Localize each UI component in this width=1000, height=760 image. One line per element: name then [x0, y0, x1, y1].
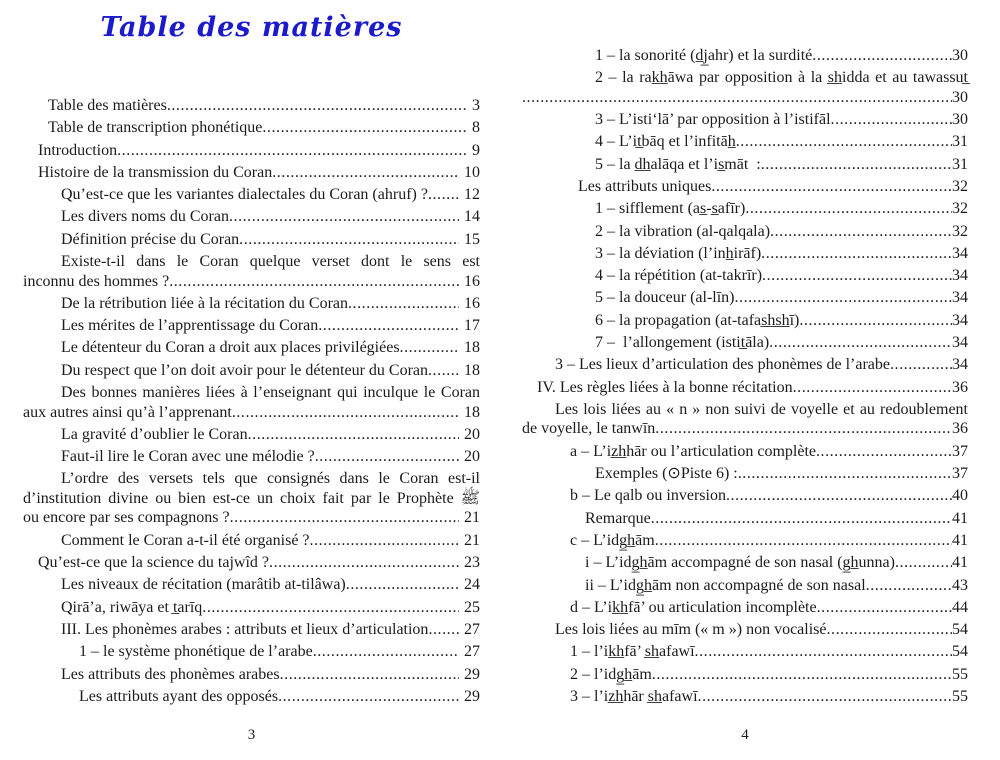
- toc-entry-label: Introduction: [38, 141, 118, 159]
- toc-entry: [522, 266, 968, 286]
- dot-leader: [890, 355, 952, 375]
- toc-entry: [23, 425, 480, 445]
- toc-entry-page: 29: [464, 665, 480, 683]
- toc-line: [522, 531, 968, 551]
- page-number-left: 3: [247, 727, 256, 743]
- toc-list-right: [522, 46, 968, 709]
- toc-entry-page: 12: [464, 186, 480, 204]
- toc-entry-label: III. Les phonèmes arabes : attributs et lieux d’articulation: [61, 620, 429, 638]
- dot-leader: [711, 177, 952, 197]
- toc-line: [522, 88, 968, 108]
- dot-leader: [272, 163, 459, 183]
- toc-entry-page: 30: [952, 88, 968, 106]
- dot-leader: [745, 199, 952, 219]
- toc-line: [23, 185, 480, 205]
- dot-leader: [346, 575, 459, 595]
- toc-entry-page: 40: [952, 487, 968, 505]
- toc-entry-label: 3 – la déviation (l’inh̲irāf): [595, 244, 762, 262]
- toc-entry-page: 16: [464, 272, 480, 290]
- toc-line: [23, 294, 480, 314]
- toc-entry-page: 31: [952, 155, 968, 173]
- toc-entry-page: 27: [464, 620, 480, 638]
- dot-leader: [655, 531, 952, 551]
- toc-entry-page: 20: [464, 448, 480, 466]
- dot-leader: [239, 230, 459, 250]
- dot-leader: [799, 311, 952, 331]
- toc-entry: [23, 294, 480, 314]
- dot-leader: [736, 132, 952, 152]
- toc-entry-label: Les mérites de l’apprentissage du Coran: [61, 317, 319, 335]
- dot-leader: [735, 288, 953, 308]
- toc-entry: [522, 598, 968, 618]
- toc-entry-label: 5 – la douceur (al-līn): [595, 289, 735, 307]
- dot-leader: [793, 378, 952, 398]
- toc-entry-page: 16: [464, 294, 480, 312]
- toc-entry-page: 37: [952, 465, 968, 483]
- toc-entry-label: 1 – l’ik̲h̲fā’ s̲h̲afawī: [570, 643, 695, 661]
- toc-entry: [23, 185, 480, 205]
- toc-line: [522, 355, 968, 375]
- toc-entry-label: 5 – la d̲h̲alāqa et l’is̲māt :: [595, 155, 761, 173]
- toc-entry-label: Les divers noms du Coran: [61, 208, 229, 226]
- toc-line: [522, 620, 968, 640]
- toc-entry: [23, 361, 480, 381]
- toc-entry-label: Les niveaux de récitation (marâtib at-tilâwa): [61, 576, 346, 594]
- toc-entry: [522, 311, 968, 331]
- toc-entry-label: 1 – la sonorité (d̲j̲ahr) et la surdité: [595, 47, 813, 64]
- toc-entry: [522, 199, 968, 219]
- toc-line: [522, 553, 968, 573]
- toc-entry: [522, 642, 968, 662]
- dot-leader: [761, 155, 952, 175]
- toc-entry-page: 41: [952, 531, 968, 549]
- dot-leader: [831, 110, 952, 130]
- toc-entry-page: 18: [464, 403, 480, 421]
- toc-entry: [23, 96, 480, 116]
- toc-entry: [522, 531, 968, 551]
- toc-entry-label: Exemples (⊙Piste 6) :: [595, 465, 738, 483]
- dot-leader: [313, 642, 459, 662]
- dot-leader: [232, 403, 459, 423]
- toc-entry: [522, 509, 968, 529]
- toc-line: [522, 155, 968, 175]
- toc-line: [522, 509, 968, 529]
- toc-entry-label: De la rétribution liée à la récitation du Coran: [61, 294, 348, 312]
- toc-entry: [522, 222, 968, 242]
- toc-line: [23, 620, 480, 640]
- toc-entry-page: 17: [464, 317, 480, 335]
- toc-entry: [522, 132, 968, 152]
- toc-entry-label: 3 – Les lieux d’articulation des phonèmes de l’arabe: [555, 356, 890, 374]
- toc-entry-label: 4 – L’it̲bāq et l’infitāh̲: [595, 133, 736, 151]
- toc-entry: [23, 620, 480, 640]
- dot-leader: [167, 96, 467, 116]
- toc-entry: [522, 155, 968, 175]
- dot-leader: [230, 508, 459, 528]
- toc-line: [522, 333, 968, 353]
- toc-line: [522, 642, 968, 662]
- toc-line: [522, 199, 968, 219]
- toc-entry: [23, 687, 480, 707]
- dot-leader: [816, 442, 952, 462]
- toc-line: [522, 46, 968, 66]
- toc-entry: [23, 141, 480, 161]
- toc-line: [522, 378, 968, 398]
- toc-line: [23, 338, 480, 358]
- toc-entry-page: 34: [952, 334, 968, 352]
- toc-line: d’institution divine ou bien est-ce un choix fait par le Prophète ﷺ: [23, 489, 480, 507]
- toc-entry-label: aux autres ainsi qu’à l’apprenant: [23, 403, 232, 421]
- toc-entry-page: 41: [952, 509, 968, 527]
- toc-entry: [23, 338, 480, 358]
- dot-leader: [248, 425, 459, 445]
- toc-entry: [522, 400, 968, 439]
- toc-line: [23, 531, 480, 551]
- dot-leader: [761, 244, 952, 264]
- dot-leader: [169, 272, 459, 292]
- toc-line: [522, 132, 968, 152]
- toc-entry-label: a – L’iz̲h̲hār ou l’articulation complète: [570, 442, 816, 460]
- toc-entry-page: 41: [952, 554, 968, 572]
- toc-line: L’ordre des versets tels que consignés dans le Coran est-il: [61, 470, 480, 488]
- toc-line: [23, 598, 480, 618]
- toc-entry: [23, 531, 480, 551]
- toc-entry: [522, 333, 968, 353]
- toc-entry: [23, 230, 480, 250]
- dot-leader: [866, 576, 952, 596]
- dot-leader: [652, 665, 952, 685]
- toc-entry-label: Comment le Coran a-t-il été organisé ?: [61, 531, 310, 549]
- dot-leader: [428, 185, 459, 205]
- dot-leader: [738, 464, 952, 484]
- toc-line: [23, 96, 480, 116]
- toc-entry: [23, 163, 480, 183]
- toc-entry-page: 23: [464, 554, 480, 572]
- toc-line: [23, 230, 480, 250]
- toc-line: [23, 207, 480, 227]
- toc-line: [522, 464, 968, 484]
- dot-leader: [428, 361, 459, 381]
- toc-entry-label: Histoire de la transmission du Coran: [38, 163, 273, 181]
- toc-entry-label: Qu’est-ce que la science du tajwîd ?: [38, 554, 270, 572]
- dot-leader: [318, 316, 459, 336]
- dot-leader: [726, 486, 952, 506]
- toc-entry-label: d – L’ik̲h̲fā’ ou articulation incomplète: [570, 598, 817, 616]
- toc-entry: [522, 553, 968, 573]
- dot-leader: [655, 419, 952, 439]
- toc-line: Existe-t-il dans le Coran quelque verset dont le sens est: [61, 253, 480, 271]
- toc-entry-label: Qirā’a, riwāya et t̲arīq: [61, 598, 203, 616]
- toc-entry-page: 30: [952, 47, 968, 64]
- toc-line: [23, 272, 480, 292]
- toc-entry-page: 25: [464, 598, 480, 616]
- toc-entry-page: 3: [472, 97, 480, 114]
- page-number-right: 4: [741, 727, 749, 743]
- toc-entry-page: 32: [952, 200, 968, 218]
- dot-leader: [310, 531, 459, 551]
- toc-entry-label: La gravité d’oublier le Coran: [61, 425, 248, 443]
- toc-line: [522, 311, 968, 331]
- toc-entry: [522, 288, 968, 308]
- toc-entry-page: 21: [464, 509, 480, 527]
- toc-entry-label: Les attributs uniques: [578, 177, 712, 195]
- toc-entry: [522, 177, 968, 197]
- dot-leader: [695, 642, 952, 662]
- toc-entry: [23, 118, 480, 138]
- toc-line: [23, 553, 480, 573]
- toc-line: [23, 508, 480, 528]
- dot-leader: [229, 207, 459, 227]
- toc-entry: [23, 665, 480, 685]
- toc-entry-label: Les lois liées au mīm (« m ») non vocalisé: [555, 621, 827, 639]
- toc-line: [522, 177, 968, 197]
- page-left: [23, 0, 480, 760]
- toc-line: [23, 361, 480, 381]
- toc-entry-label: Qu’est-ce que les variantes dialectales du Coran (ahruf) ?: [61, 186, 428, 204]
- toc-entry: [522, 110, 968, 130]
- toc-entry-page: 55: [952, 665, 968, 683]
- dot-leader: [428, 620, 459, 640]
- toc-entry-page: 44: [952, 598, 968, 616]
- toc-entry-label: 2 – la vibration (al-qalqala): [595, 222, 771, 240]
- toc-entry: [522, 620, 968, 640]
- toc-line: [23, 163, 480, 183]
- toc-entry: [522, 687, 968, 707]
- toc-line: Les lois liées au « n » non suivi de voyelle et au redoublement: [555, 400, 968, 418]
- toc-line: [522, 288, 968, 308]
- toc-line: [522, 419, 968, 439]
- dot-leader: [817, 598, 952, 618]
- toc-entry-page: 34: [952, 356, 968, 374]
- toc-entry-label: c – L’idg̲h̲ām: [570, 531, 655, 549]
- toc-entry: [522, 244, 968, 264]
- toc-entry-label: Table de transcription phonétique: [48, 119, 263, 137]
- toc-entry-page: 36: [952, 378, 968, 396]
- toc-entry-label: 3 – l’iz̲h̲hār s̲h̲afawī: [570, 688, 698, 706]
- dot-leader: [522, 88, 952, 108]
- toc-line: [522, 222, 968, 242]
- toc-entry-page: 9: [472, 141, 480, 159]
- toc-line: [23, 425, 480, 445]
- dot-leader: [698, 687, 952, 707]
- toc-entry-label: de voyelle, le tanwīn: [522, 420, 656, 438]
- toc-entry-label: inconnu des hommes ?: [23, 272, 170, 290]
- toc-title: Table des matières: [100, 12, 403, 43]
- toc-entry: [23, 447, 480, 467]
- toc-entry-label: IV. Les règles liées à la bonne récitation: [537, 378, 793, 396]
- toc-line: [522, 687, 968, 707]
- toc-entry: [522, 576, 968, 596]
- toc-entry-label: Les attributs des phonèmes arabes: [61, 665, 280, 683]
- toc-line: [522, 442, 968, 462]
- toc-line: [23, 642, 480, 662]
- toc-entry-page: 30: [952, 111, 968, 129]
- toc-entry-page: 10: [464, 163, 480, 181]
- toc-entry-label: Du respect que l’on doit avoir pour le détenteur du Coran: [61, 361, 428, 379]
- toc-entry-page: 14: [464, 208, 480, 226]
- toc-line: 2 – la rak̲h̲āwa par opposition à la s̲h̲idda et au tawassut̲: [595, 69, 968, 87]
- toc-line: [23, 403, 480, 423]
- toc-entry: [23, 469, 480, 528]
- toc-line: [522, 244, 968, 264]
- toc-entry-label: Faut-il lire le Coran avec une mélodie ?: [61, 448, 315, 466]
- dot-leader: [651, 509, 952, 529]
- dot-leader: [278, 687, 459, 707]
- toc-entry-page: 27: [464, 643, 480, 661]
- toc-entry-page: 32: [952, 177, 968, 195]
- toc-line: Des bonnes manières liées à l’enseignant qui inculque le Coran: [61, 384, 480, 402]
- toc-entry-label: b – Le qalb ou inversion: [570, 487, 726, 505]
- toc-line: [522, 598, 968, 618]
- toc-entry-label: 6 – la propagation (at-tafas̲h̲s̲h̲ī): [595, 311, 800, 329]
- toc-entry-label: 3 – L’isti‘lā’ par opposition à l’istifāl: [595, 111, 831, 129]
- toc-entry-page: 21: [464, 531, 480, 549]
- toc-line: [23, 447, 480, 467]
- toc-entry: [23, 316, 480, 336]
- toc-entry: [522, 486, 968, 506]
- dot-leader: [769, 333, 952, 353]
- toc-entry-page: 20: [464, 425, 480, 443]
- dot-leader: [770, 222, 952, 242]
- toc-entry-page: 18: [464, 361, 480, 379]
- dot-leader: [262, 118, 467, 138]
- toc-entry-label: 1 – le système phonétique de l’arabe: [79, 643, 313, 661]
- toc-line: [522, 486, 968, 506]
- toc-entry: [522, 378, 968, 398]
- toc-entry-page: 34: [952, 311, 968, 329]
- toc-line: [522, 576, 968, 596]
- toc-entry: [23, 207, 480, 227]
- toc-line: [23, 141, 480, 161]
- dot-leader: [117, 141, 467, 161]
- toc-entry-label: Les attributs ayant des opposés: [79, 687, 279, 705]
- dot-leader: [348, 294, 459, 314]
- toc-entry-label: ou encore par ses compagnons ?: [23, 509, 230, 527]
- toc-entry: [522, 46, 968, 66]
- dot-leader: [202, 598, 459, 618]
- toc-entry-page: 34: [952, 244, 968, 262]
- toc-entry-label: 7 – l’allongement (istit̲āla): [595, 334, 770, 352]
- toc-entry-page: 32: [952, 222, 968, 240]
- toc-entry-page: 34: [952, 289, 968, 307]
- toc-entry: [522, 68, 968, 107]
- toc-line: [23, 665, 480, 685]
- toc-entry-label: ii – L’idg̲h̲ām non accompagné de son nasal: [585, 576, 866, 594]
- toc-entry: [23, 642, 480, 662]
- dot-leader: [827, 620, 953, 640]
- toc-line: [23, 687, 480, 707]
- dot-leader: [400, 338, 459, 358]
- toc-entry-label: 2 – l’idg̲h̲ām: [570, 665, 652, 683]
- page-right: [522, 0, 968, 760]
- toc-entry-page: 24: [464, 576, 480, 594]
- toc-entry-label: Le détenteur du Coran a droit aux places privilégiées: [61, 339, 400, 357]
- toc-entry-page: 37: [952, 442, 968, 460]
- toc-entry-page: 15: [464, 230, 480, 248]
- toc-entry-page: 36: [952, 420, 968, 438]
- toc-entry-page: 29: [464, 687, 480, 705]
- toc-entry: [23, 553, 480, 573]
- toc-entry-page: 31: [952, 133, 968, 151]
- dot-leader: [812, 46, 952, 66]
- toc-entry-label: 4 – la répétition (at-takrīr): [595, 267, 763, 285]
- toc-line: [23, 575, 480, 595]
- toc-entry-label: Remarque: [585, 509, 651, 527]
- toc-list-left: [23, 96, 480, 709]
- toc-entry: [23, 252, 480, 291]
- toc-entry-page: 54: [952, 621, 968, 639]
- toc-entry-label: Définition précise du Coran: [61, 230, 240, 248]
- toc-entry-label: i – L’idg̲h̲ām accompagné de son nasal (g̲h̲unna): [585, 554, 895, 572]
- toc-line: [522, 266, 968, 286]
- toc-line: [23, 118, 480, 138]
- toc-entry: [23, 383, 480, 422]
- toc-entry: [23, 575, 480, 595]
- dot-leader: [762, 266, 952, 286]
- toc-entry: [23, 598, 480, 618]
- toc-line: [522, 110, 968, 130]
- toc-entry-label: 1 – sifflement (as̲-s̲afīr): [595, 200, 746, 218]
- dot-leader: [280, 665, 459, 685]
- toc-entry: [522, 442, 968, 462]
- toc-entry: [522, 464, 968, 484]
- toc-entry-page: 34: [952, 267, 968, 285]
- toc-line: [23, 316, 480, 336]
- toc-entry-page: 43: [952, 576, 968, 594]
- toc-entry-page: 55: [952, 688, 968, 706]
- toc-entry-page: 54: [952, 643, 968, 661]
- toc-entry: [522, 355, 968, 375]
- dot-leader: [269, 553, 459, 573]
- dot-leader: [315, 447, 459, 467]
- toc-entry-page: 8: [472, 119, 480, 137]
- toc-entry-page: 18: [464, 339, 480, 357]
- toc-line: [522, 665, 968, 685]
- toc-entry: [522, 665, 968, 685]
- toc-entry-label: Table des matières: [48, 97, 167, 114]
- dot-leader: [895, 553, 952, 573]
